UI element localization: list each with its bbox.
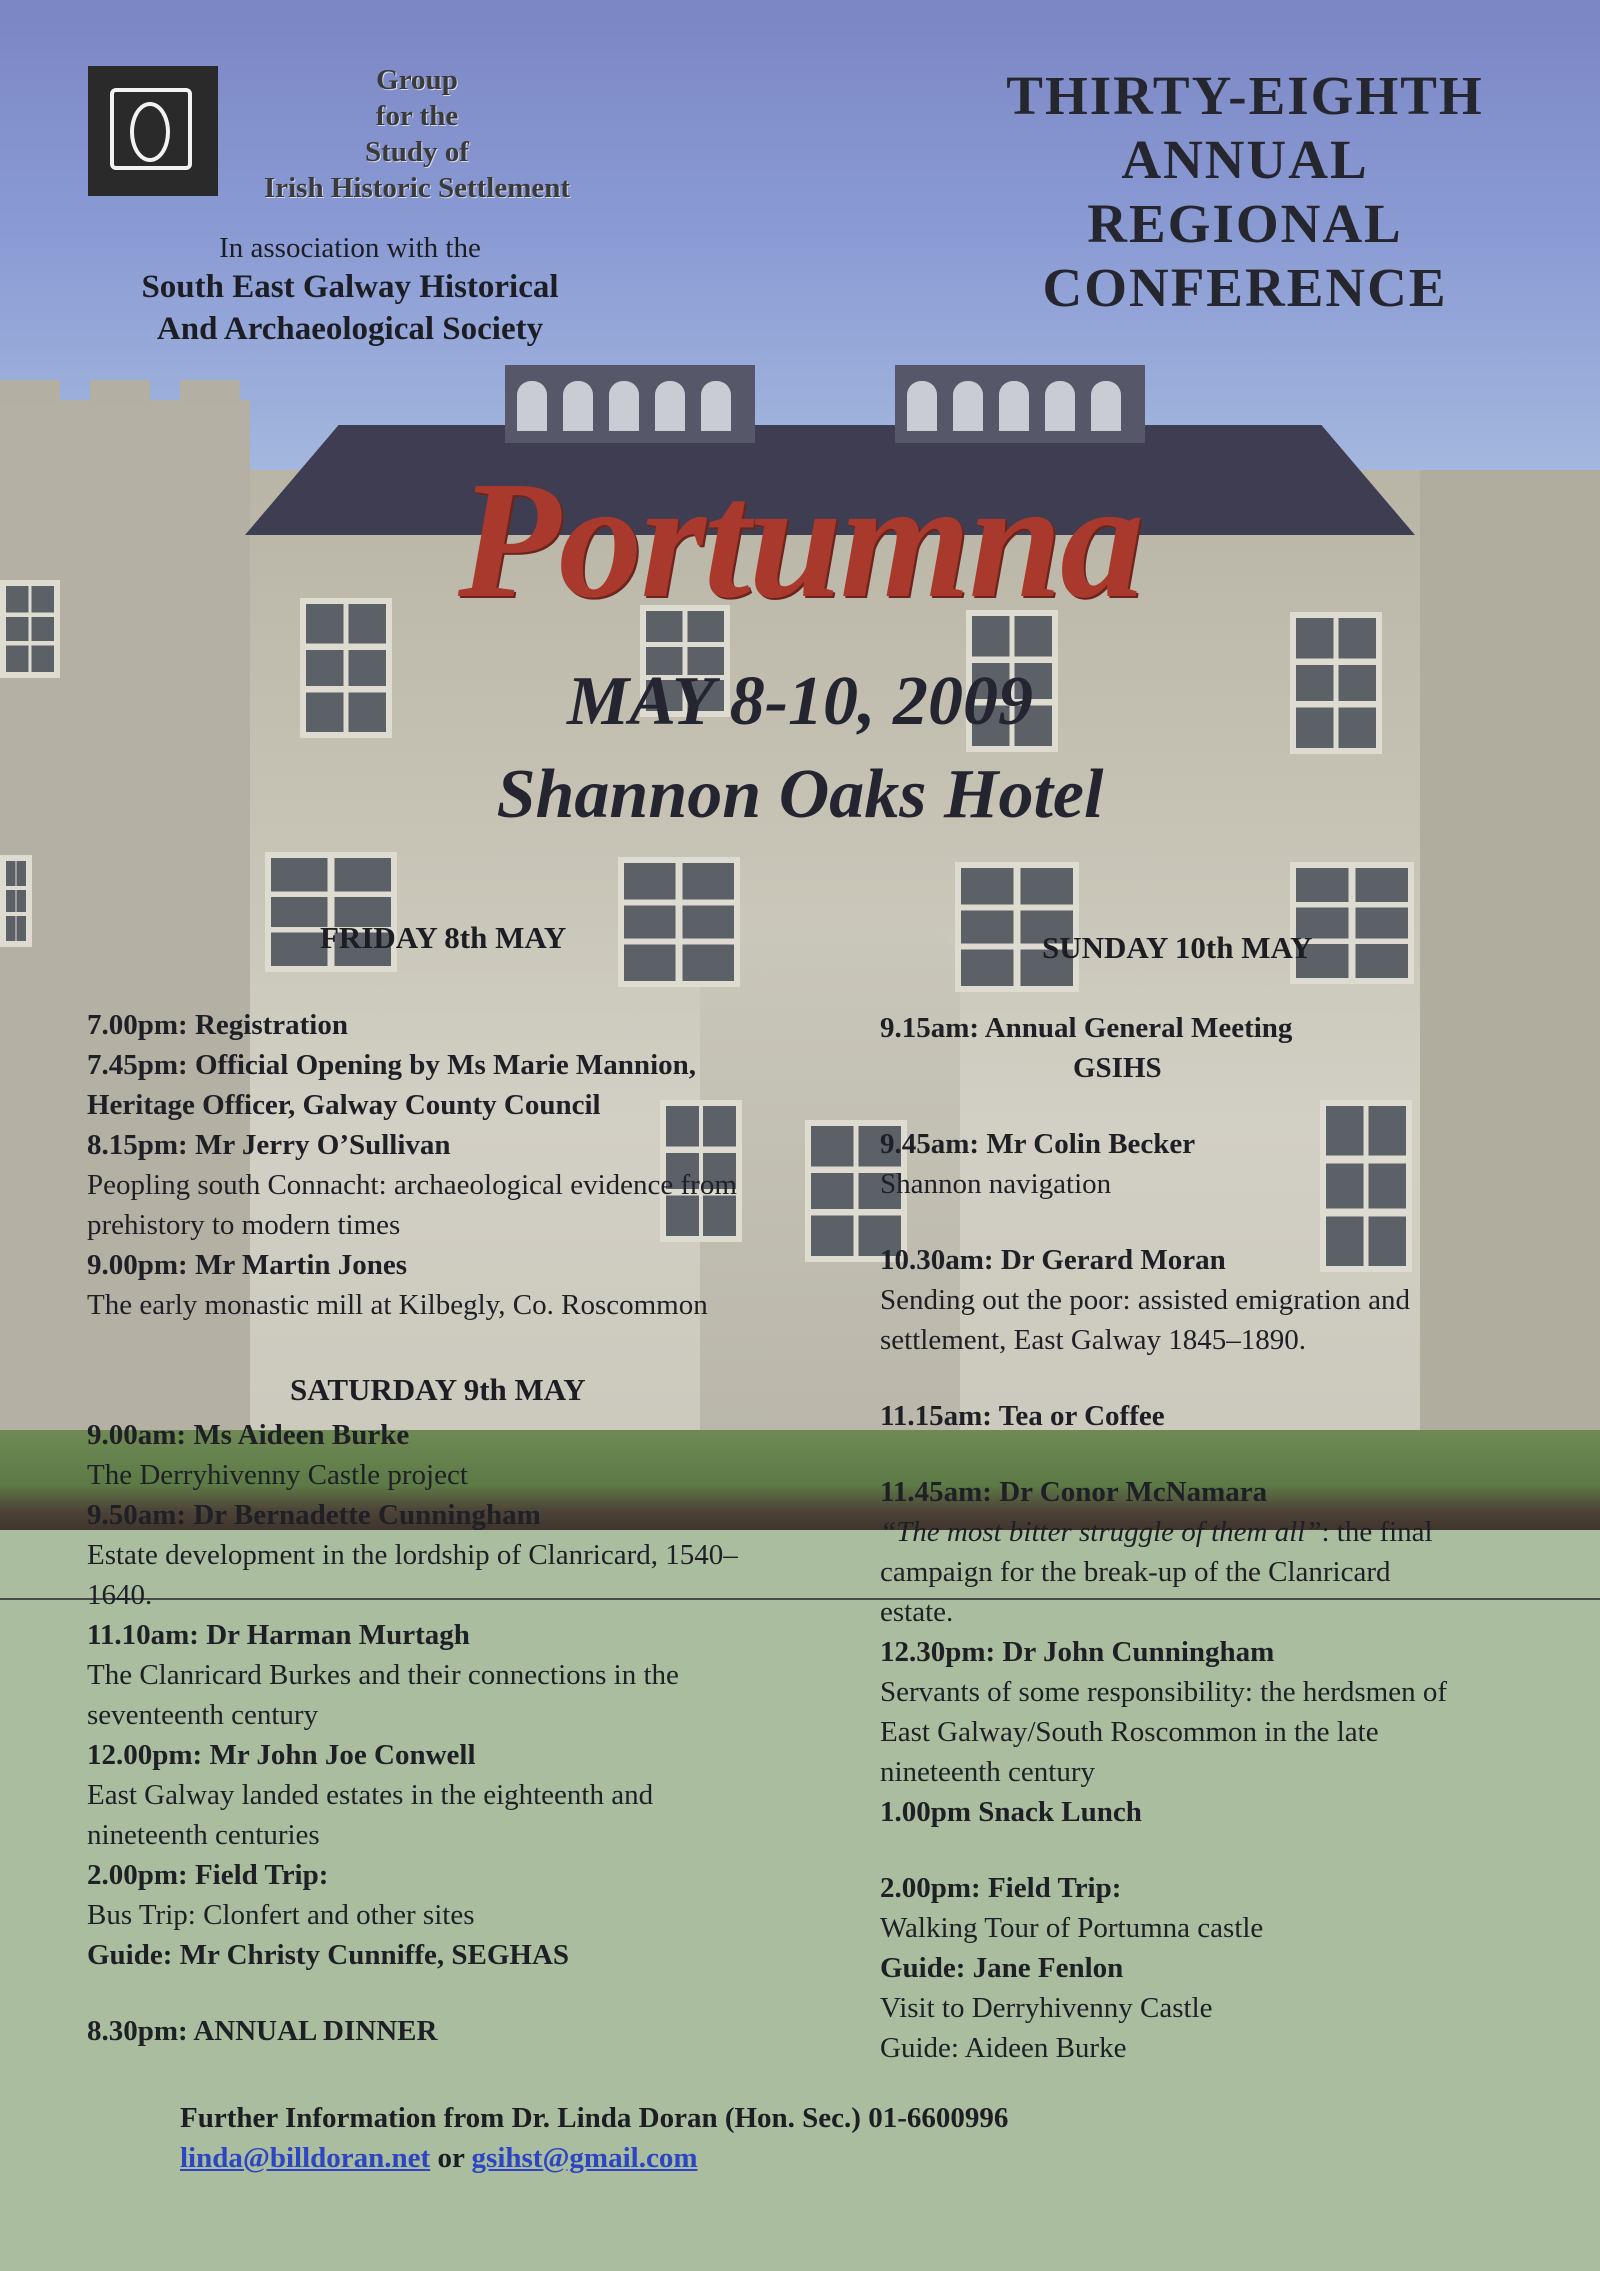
schedule-entry-time: 10.30am: Dr Gerard Moran — [880, 1244, 1226, 1276]
schedule-entry-time: 9.00pm: Mr Martin Jones — [87, 1249, 408, 1281]
schedule-entry-detail: Sending out the poor: assisted emigration and — [880, 1284, 1410, 1316]
schedule-entry-detail: Bus Trip: Clonfert and other sites — [87, 1899, 475, 1931]
schedule-entry-detail: nineteenth centuries — [87, 1819, 320, 1851]
contact-info: Further Information from Dr. Linda Doran (Hon. Sec.) 01-6600996 — [180, 2102, 1009, 2134]
schedule-entry-guide: Guide: Aideen Burke — [880, 2032, 1127, 2064]
schedule-entry-time: 9.50am: Dr Bernadette Cunningham — [87, 1499, 541, 1531]
schedule-entry-time: 9.45am: Mr Colin Becker — [880, 1128, 1196, 1160]
schedule-entry-time: 2.00pm: Field Trip: — [87, 1859, 329, 1891]
sunday-schedule — [880, 1008, 1580, 2068]
schedule-entry-guide: Guide: Mr Christy Cunniffe, SEGHAS — [87, 1939, 570, 1971]
organisation-name — [222, 62, 612, 206]
castle-window — [0, 855, 32, 947]
schedule-entry-detail: nineteenth century — [880, 1756, 1095, 1788]
roof-dormer — [505, 365, 755, 443]
conference-line: CONFERENCE — [1042, 257, 1448, 318]
roof-dormer — [895, 365, 1145, 443]
conference-line: REGIONAL — [1087, 193, 1403, 254]
talk-title-rest: : the final — [1321, 1516, 1433, 1548]
organisation-line: for the — [375, 100, 459, 132]
schedule-entry-time: 9.00am: Ms Aideen Burke — [87, 1419, 410, 1451]
talk-title-quote: “The most bitter struggle of them all” — [880, 1516, 1322, 1548]
contact-footer — [180, 2098, 1008, 2178]
schedule-entry-time: 7.45pm: Official Opening by Ms Marie Mannion, — [87, 1049, 696, 1081]
event-venue: Shannon Oaks Hotel — [496, 756, 1104, 833]
association-society-line: And Archaeological Society — [156, 311, 544, 347]
schedule-entry-time: 1.00pm Snack Lunch — [880, 1796, 1142, 1828]
schedule-entry-time: 11.10am: Dr Harman Murtagh — [87, 1619, 470, 1651]
schedule-entry-detail: 1640. — [87, 1579, 153, 1611]
organisation-line: Study of — [365, 136, 469, 168]
schedule-entry-detail: Estate development in the lordship of Clanricard, 1540– — [87, 1539, 738, 1571]
schedule-entry-time: 2.00pm: Field Trip: — [880, 1872, 1122, 1904]
schedule-entry-time: 11.45am: Dr Conor McNamara — [880, 1476, 1268, 1508]
contact-emails — [180, 2138, 1008, 2178]
schedule-entry-detail: The Derryhivenny Castle project — [87, 1459, 468, 1491]
association-block — [60, 230, 640, 350]
schedule-entry-detail: estate. — [880, 1596, 954, 1628]
association-society-line: South East Galway Historical — [141, 269, 559, 305]
association-intro: In association with the — [219, 232, 481, 264]
event-dates: MAY 8-10, 2009 — [566, 663, 1034, 740]
saturday-schedule — [87, 1415, 847, 2051]
schedule-entry-detail: campaign for the break-up of the Clanricard — [880, 1556, 1391, 1588]
schedule-entry-guide: Guide: Jane Fenlon — [880, 1952, 1124, 1984]
conference-heading — [940, 64, 1550, 320]
schedule-entry-time: 12.00pm: Mr John Joe Conwell — [87, 1739, 476, 1771]
event-title: Portumna — [457, 447, 1143, 633]
schedule-entry-detail: seventeenth century — [87, 1699, 319, 1731]
saturday-heading: SATURDAY 9th MAY — [290, 1372, 586, 1407]
organisation-line: Irish Historic Settlement — [263, 172, 571, 204]
castle-window — [618, 857, 740, 987]
schedule-entry-detail: settlement, East Galway 1845–1890. — [880, 1324, 1307, 1356]
gsihs-logo-icon — [88, 66, 218, 196]
email-link-gsihst[interactable]: gsihst@gmail.com — [471, 2142, 698, 2174]
schedule-entry-detail: East Galway landed estates in the eighteenth and — [87, 1779, 654, 1811]
schedule-entry-detail — [880, 1512, 1580, 1552]
schedule-entry-detail: Walking Tour of Portumna castle — [880, 1912, 1264, 1944]
schedule-entry-time: 11.15am: Tea or Coffee — [880, 1400, 1165, 1432]
email-separator: or — [430, 2142, 472, 2174]
schedule-entry-detail: GSIHS — [1073, 1052, 1162, 1084]
friday-schedule — [87, 1005, 847, 1325]
schedule-entry-detail: prehistory to modern times — [87, 1209, 401, 1241]
schedule-entry-time: 9.15am: Annual General Meeting — [880, 1012, 1293, 1044]
schedule-entry-detail: Peopling south Connacht: archaeological evidence from — [87, 1169, 737, 1201]
schedule-entry-detail: The Clanricard Burkes and their connections in the — [87, 1659, 679, 1691]
organisation-line: Group — [376, 64, 458, 96]
schedule-entry-detail: Servants of some responsibility: the herdsmen of — [880, 1676, 1448, 1708]
schedule-entry-detail: Shannon navigation — [880, 1168, 1112, 1200]
schedule-entry-time: 7.00pm: Registration — [87, 1009, 348, 1041]
schedule-entry-time: 8.15pm: Mr Jerry O’Sullivan — [87, 1129, 451, 1161]
schedule-entry-detail: East Galway/South Roscommon in the late — [880, 1716, 1379, 1748]
email-link-linda[interactable]: linda@billdoran.net — [180, 2142, 431, 2174]
conference-line: ANNUAL — [1121, 129, 1369, 190]
castle-window — [955, 862, 1079, 992]
friday-heading: FRIDAY 8th MAY — [320, 920, 567, 955]
schedule-entry-detail: Visit to Derryhivenny Castle — [880, 1992, 1213, 2024]
schedule-entry-detail: Heritage Officer, Galway County Council — [87, 1089, 601, 1121]
conference-line: THIRTY-EIGHTH — [1006, 65, 1484, 126]
schedule-entry-time: 12.30pm: Dr John Cunningham — [880, 1636, 1275, 1668]
schedule-entry-detail: The early monastic mill at Kilbegly, Co. Roscommon — [87, 1289, 708, 1321]
sunday-heading: SUNDAY 10th MAY — [1042, 930, 1313, 965]
schedule-entry-time: 8.30pm: ANNUAL DINNER — [87, 2015, 438, 2047]
